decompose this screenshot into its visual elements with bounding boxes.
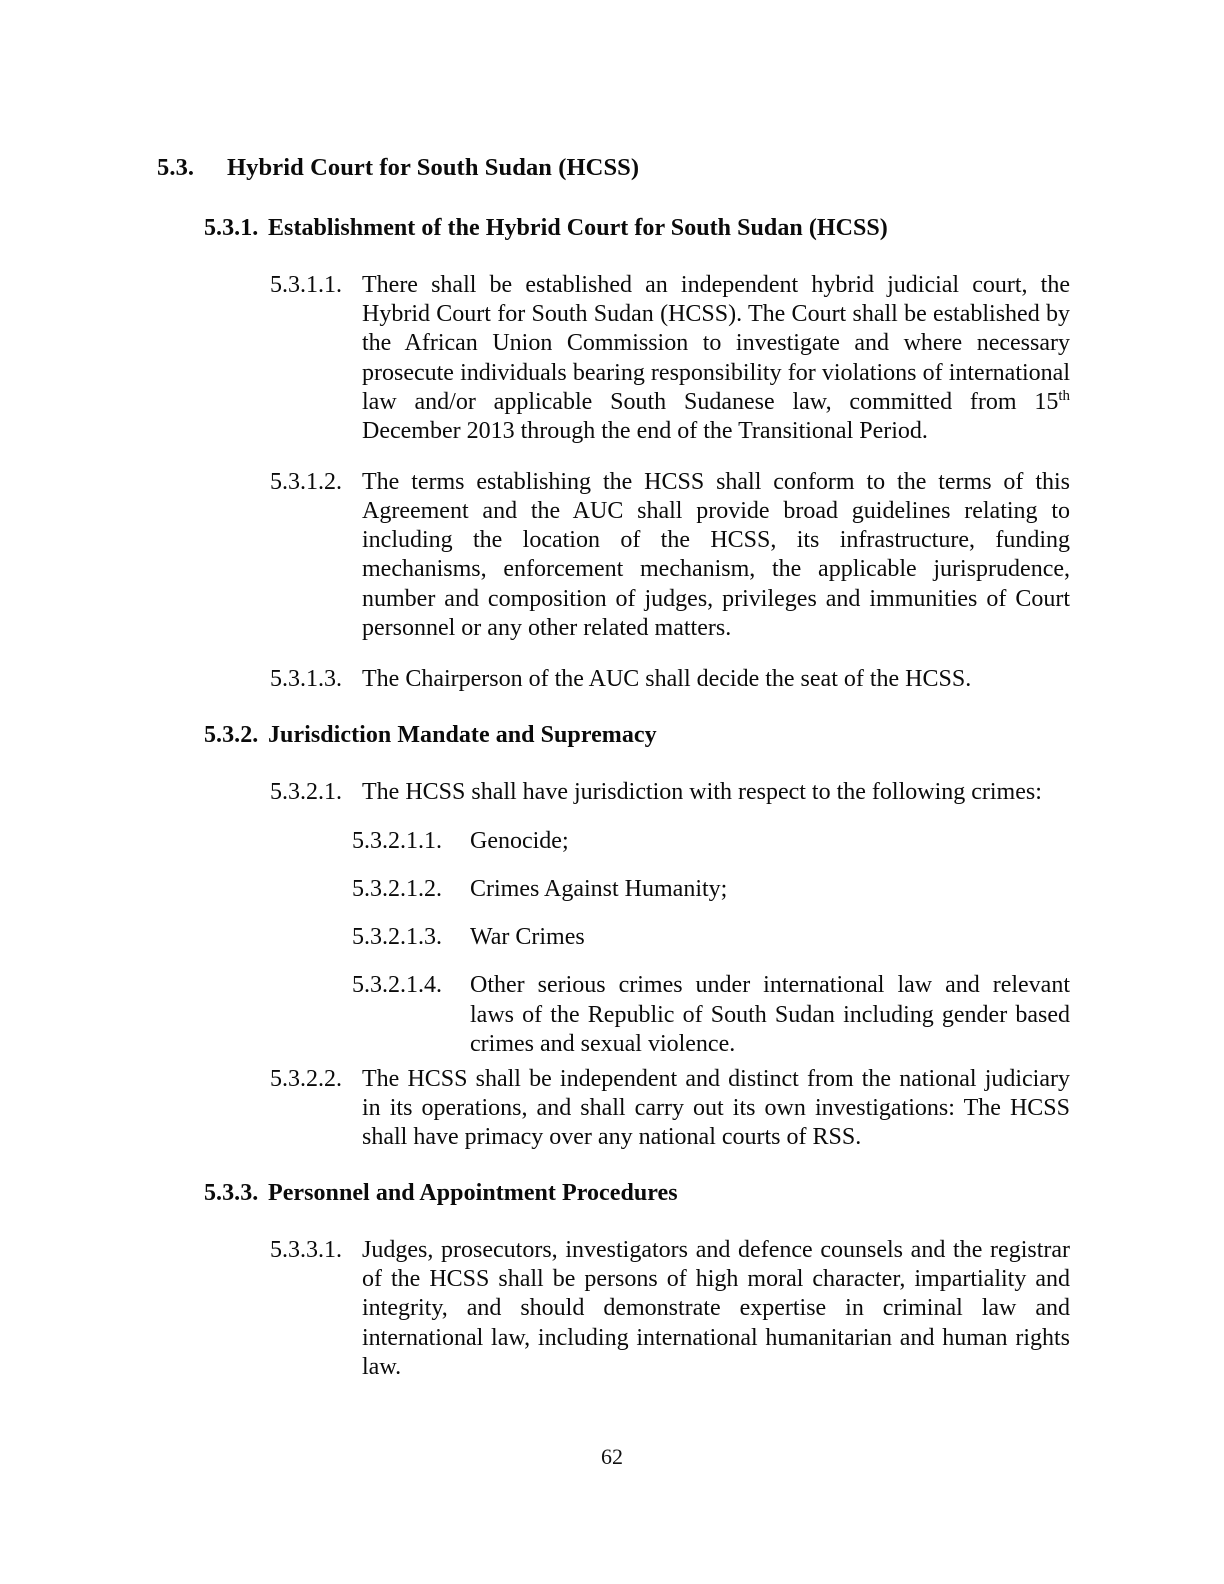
clause-5-3-2-1 bbox=[270, 778, 1070, 807]
clause-marker: 5.3.2.1.2. bbox=[352, 876, 442, 903]
clause-5-3-3-1 bbox=[270, 1236, 1070, 1382]
section-title: Hybrid Court for South Sudan (HCSS) bbox=[227, 154, 640, 181]
clause-marker: 5.3.1.1. bbox=[270, 272, 342, 299]
section-marker: 5.3.1. bbox=[204, 215, 259, 242]
clause-marker: 5.3.3.1. bbox=[270, 1237, 342, 1264]
section-marker: 5.3.2. bbox=[204, 722, 259, 749]
ordinal-suffix: th bbox=[1058, 387, 1070, 404]
clause-text: Other serious crimes under international law and relevant laws of the Republic of South Sudan including gender based crimes and sexual violence. bbox=[470, 972, 1070, 1057]
clause-text: The HCSS shall be independent and distinct from the national judiciary in its operations, and shall carry out its own investigations: The HCSS shall have primacy over any national courts of RSS. bbox=[362, 1065, 1070, 1151]
section-heading-5-3-1 bbox=[204, 213, 1070, 244]
section-title: Establishment of the Hybrid Court for South Sudan (HCSS) bbox=[268, 215, 888, 242]
section-title: Jurisdiction Mandate and Supremacy bbox=[268, 722, 657, 749]
section-marker: 5.3.3. bbox=[204, 1180, 259, 1207]
clause-text bbox=[362, 271, 1070, 446]
clause-5-3-2-1-2 bbox=[352, 875, 1070, 904]
clause-5-3-1-2 bbox=[270, 468, 1070, 643]
section-heading-5-3-2 bbox=[204, 720, 1070, 751]
clause-text-part-2: December 2013 through the end of the Transitional Period. bbox=[362, 417, 928, 444]
clause-marker: 5.3.1.2. bbox=[270, 469, 342, 496]
clause-marker: 5.3.2.1.4. bbox=[352, 972, 442, 999]
section-marker: 5.3. bbox=[157, 154, 195, 181]
clause-5-3-1-1 bbox=[270, 271, 1070, 446]
clause-marker: 5.3.2.1.1. bbox=[352, 827, 442, 854]
clause-text: Genocide; bbox=[470, 827, 569, 854]
clause-text: The HCSS shall have jurisdiction with respect to the following crimes: bbox=[362, 778, 1042, 805]
clause-text: The Chairperson of the AUC shall decide the seat of the HCSS. bbox=[362, 665, 972, 692]
page-number: 62 bbox=[601, 1444, 623, 1469]
clause-marker: 5.3.2.2. bbox=[270, 1065, 342, 1092]
clause-marker: 5.3.1.3. bbox=[270, 665, 342, 692]
clause-text: Crimes Against Humanity; bbox=[470, 876, 728, 903]
clause-5-3-2-2 bbox=[270, 1065, 1070, 1152]
clause-5-3-2-1-1 bbox=[352, 827, 1070, 856]
clause-text: Judges, prosecutors, investigators and defence counsels and the registrar of the HCSS shall be persons of high moral character, impartiality and integrity, and should demonstrate expertise in criminal law and international law, including international humanitarian and human rights law. bbox=[362, 1237, 1070, 1380]
clause-5-3-1-3 bbox=[270, 665, 1070, 694]
section-title: Personnel and Appointment Procedures bbox=[268, 1180, 678, 1207]
document-body bbox=[157, 152, 1070, 1382]
clause-marker: 5.3.2.1. bbox=[270, 778, 342, 805]
clause-text: War Crimes bbox=[470, 924, 585, 951]
clause-marker: 5.3.2.1.3. bbox=[352, 924, 442, 951]
clause-5-3-2-1-4 bbox=[352, 971, 1070, 1058]
section-heading-5-3-3 bbox=[204, 1178, 1070, 1209]
clause-text-part-1: There shall be established an independent hybrid judicial court, the Hybrid Court for South Sudan (HCSS). The Court shall be established by the African Union Commission to investigate and where necessary prosecute individuals bearing responsibility for violations of international law and/or applicable South Sudanese law, committed from 15 bbox=[362, 272, 1070, 415]
section-heading-5-3 bbox=[157, 152, 1070, 183]
crimes-list bbox=[157, 827, 1070, 1059]
clause-5-3-2-1-3 bbox=[352, 923, 1070, 952]
clause-text: The terms establishing the HCSS shall conform to the terms of this Agreement and the AUC shall provide broad guidelines relating to including the location of the HCSS, its infrastructure, funding mechanisms, enforcement mechanism, the applicable jurisprudence, number and composition of judges, privileges and immunities of Court personnel or any other related matters. bbox=[362, 469, 1070, 641]
